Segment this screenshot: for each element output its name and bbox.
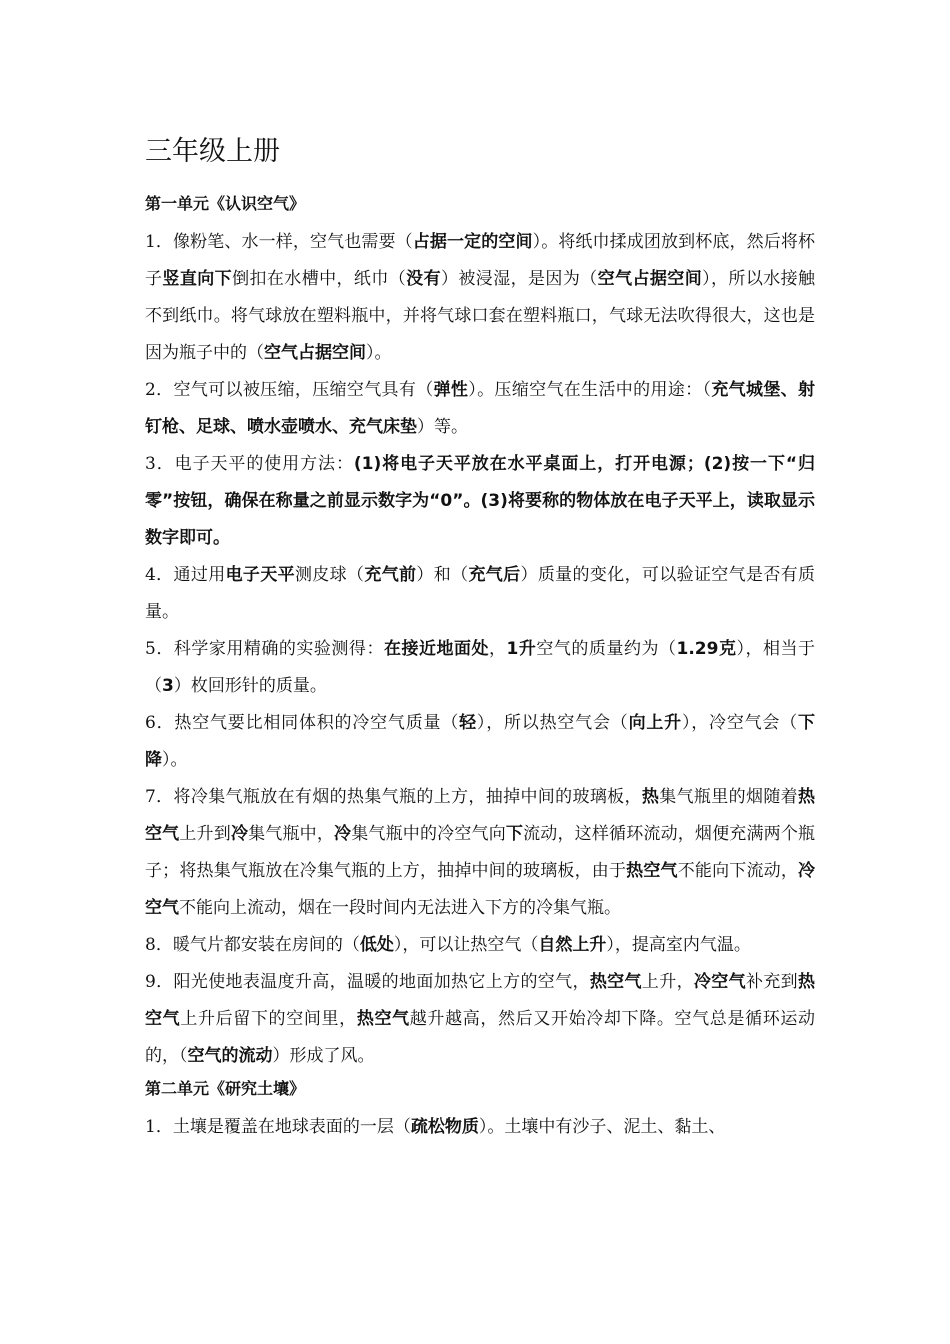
unit-heading: 第一单元《认识空气》 [145,194,306,213]
key-term: 热空气 [145,972,816,1029]
numbered-paragraph [145,927,815,964]
key-term: 热空气 [589,972,642,992]
text-run: 越升越高，然后又开始冷却下降。空气总是循环运动的，（ [145,1009,816,1066]
text-run: 倒扣在水槽中，纸巾（ [232,269,407,289]
text-run: ）。 [366,343,392,363]
key-term: 1升 [506,639,537,659]
text-run: 上升到 [179,824,231,844]
numbered-paragraph [145,631,815,705]
numbered-paragraph [145,779,815,927]
numbered-paragraph [145,557,815,631]
unit-heading: 第二单元《研究土壤》 [145,1079,306,1098]
key-term: 冷 [230,824,249,844]
key-term: 冷空气 [145,861,816,918]
numbered-paragraph [145,372,815,446]
text-run: 1．像粉笔、水一样，空气也需要（ [145,232,413,252]
numbered-paragraph [145,446,815,557]
text-run: ）形成了风。 [272,1046,375,1066]
key-term: 充气城堡、射钉枪、足球、喷水壶喷水、充气床垫 [145,380,816,437]
text-run: ）。将纸巾揉成团放到杯底，然后将杯子 [145,232,815,289]
text-run: ）质量的变化，可以验证空气是否有质量。 [145,565,816,622]
key-term: 1.29克 [676,639,737,659]
text-run: 补充到 [745,972,799,992]
text-run: 上升后留下的空间里， [180,1009,357,1029]
key-term: 竖直向下 [162,269,233,289]
key-term: 在接近地面处 [383,639,490,659]
text-run: 8．暖气片都安装在房间的（ [145,935,360,955]
text-run: ），所以水接触不到纸巾。将气球放在塑料瓶中，并将气球口套在塑料瓶口，气球无法吹得很大，这也是因为瓶子中的（ [145,269,816,363]
text-run: 集气瓶中， [248,824,335,844]
key-term: 冷 [334,824,352,844]
document-body [145,190,815,1146]
text-run: 2．空气可以被压缩，压缩空气具有（ [145,380,434,400]
text-run: 不能向下流动， [677,861,799,881]
text-run: 测皮球（ [294,565,365,585]
text-run: ），提高室内气温。 [606,935,751,955]
text-run: ），所以热空气会（ [476,713,629,733]
key-term: 弹性 [433,380,469,400]
text-run: ）。 [162,750,188,770]
text-run: 1．土壤是覆盖在地球表面的一层（ [145,1117,411,1137]
text-run: ）和（ [416,565,469,585]
key-term: (1)将电子天平放在水平桌面上，打开电源；(2)按一下“归零”按钮，确保在称量之前显示数字为“0”。(3)将要称的物体放在电子天平上，读取显示数字即可。 [145,454,815,548]
text-run: 4．通过用 [145,565,226,585]
text-run: 流动，这样循环流动，烟便充满两个瓶子；将热集气瓶放在冷集气瓶的上方，抽掉中间的玻璃板，由于 [145,824,816,881]
text-run: 集气瓶中的冷空气向 [351,824,506,844]
text-run: 5．科学家用精确的实验测得： [145,639,384,659]
key-term: 自然上升 [538,935,607,955]
text-run: ）。土壤中有沙子、泥土、黏土、 [478,1117,726,1137]
key-term: 热 [641,787,660,807]
numbered-paragraph [145,705,815,779]
text-run: ）。压缩空气在生活中的用途：（ [468,380,712,400]
text-run: 9．阳光使地表温度升高，温暖的地面加热它上方的空气， [145,972,590,992]
key-term: 空气占据空间 [597,269,703,289]
numbered-paragraph [145,1109,815,1146]
text-run: 空气的质量约为（ [536,639,677,659]
text-run: ）枚回形针的质量。 [173,676,327,696]
key-term: 下降 [145,713,816,770]
key-term: 电子天平 [225,565,295,585]
text-run: 集气瓶里的烟随着 [659,787,799,807]
numbered-paragraph [145,964,815,1075]
key-term: 占据一定的空间 [412,232,533,252]
key-term: 充气后 [468,565,521,585]
text-run: 7．将冷集气瓶放在有烟的热集气瓶的上方，抽掉中间的玻璃板， [145,787,642,807]
text-run: 上升， [641,972,694,992]
key-term: 3 [162,676,174,696]
text-run: ， [489,639,507,659]
key-term: 下 [505,824,524,844]
text-run: ）等。 [417,417,468,437]
text-run: ），相当于（ [145,639,816,696]
key-term: 空气的流动 [187,1046,273,1066]
page-title: 三年级上册 [145,136,280,167]
key-term: 热空气 [626,861,678,881]
text-run: ），冷空气会（ [681,713,799,733]
key-term: 冷空气 [693,972,746,992]
key-term: 轻 [459,713,477,733]
numbered-paragraph [145,224,815,372]
key-term: 热空气 [145,787,816,844]
key-term: 热空气 [356,1009,410,1029]
key-term: 疏松物质 [410,1117,479,1137]
text-run: 3．电子天平的使用方法： [145,454,354,474]
text-run: 6．热空气要比相同体积的冷空气质量（ [145,713,460,733]
key-term: 没有 [406,269,441,289]
key-term: 充气前 [364,565,417,585]
key-term: 空气占据空间 [264,343,366,363]
text-run: ）被浸湿，是因为（ [440,269,598,289]
key-term: 低处 [359,935,394,955]
text-run: 不能向上流动，烟在一段时间内无法进入下方的冷集气瓶。 [179,898,621,918]
key-term: 向上升 [628,713,682,733]
text-run: ），可以让热空气（ [393,935,539,955]
